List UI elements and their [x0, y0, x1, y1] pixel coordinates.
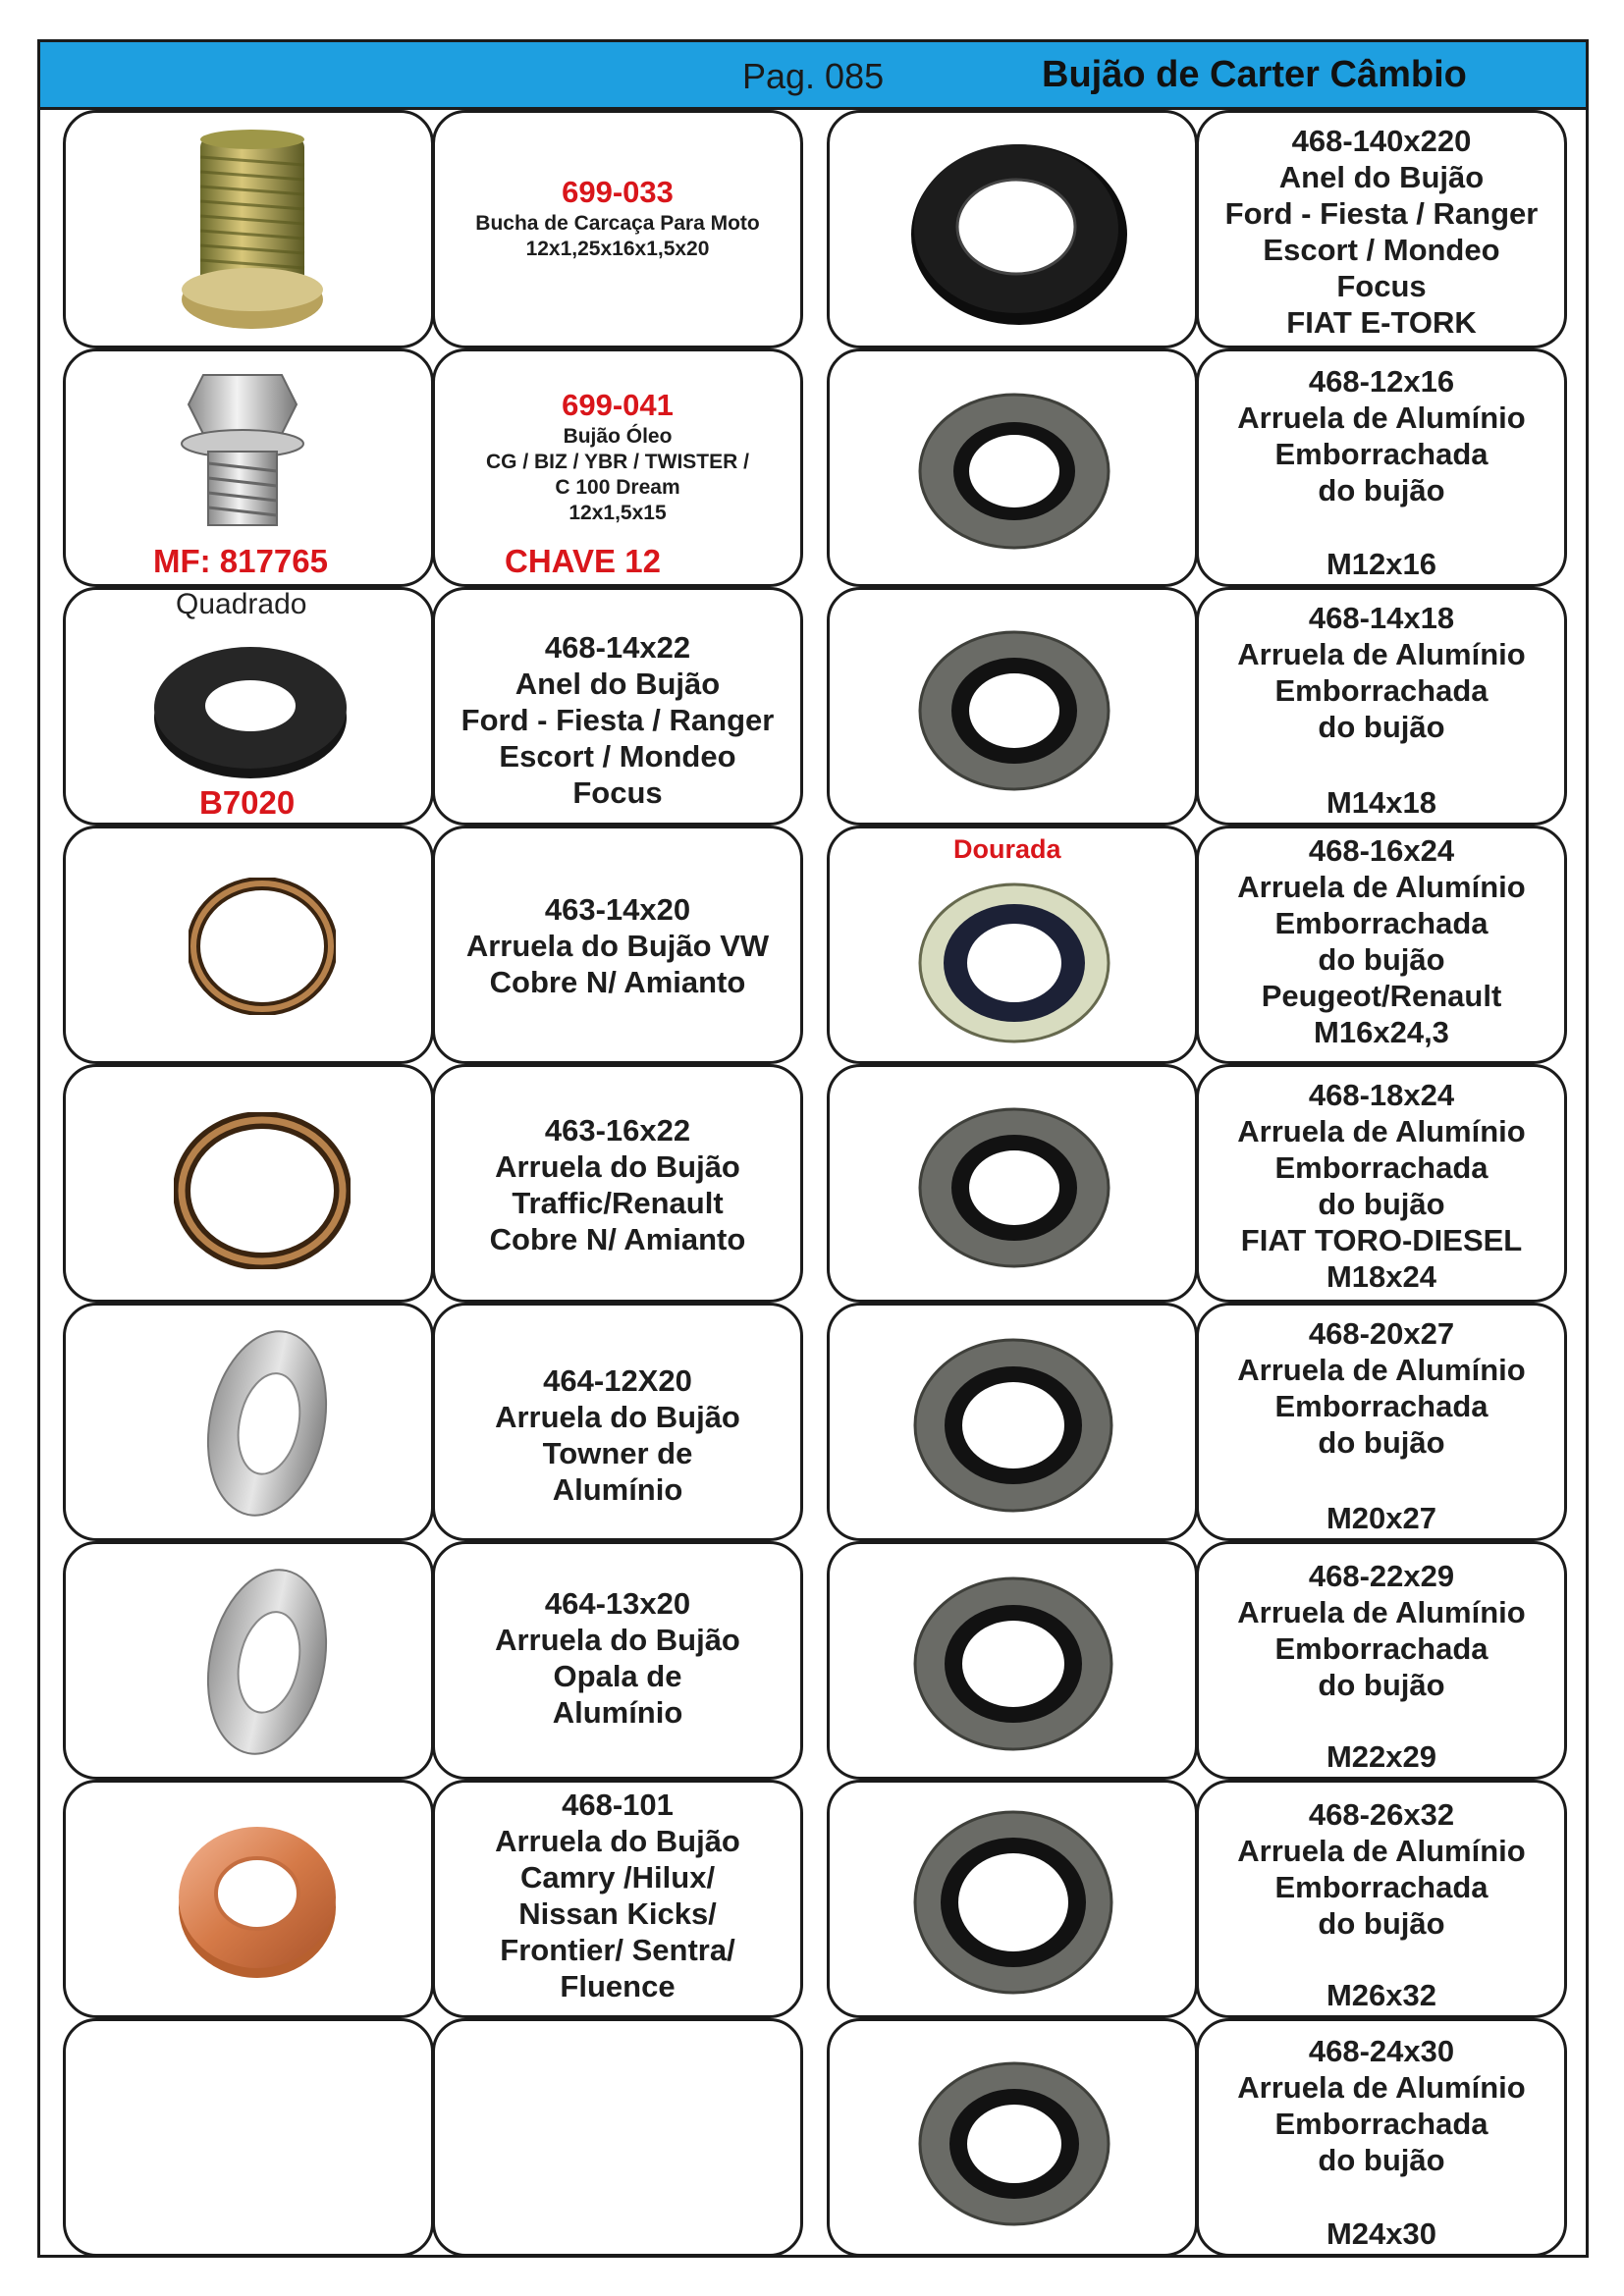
product-desc-line: Bucha de Carcaça Para Moto — [475, 212, 760, 235]
product-desc-line: Arruela de Alumínio — [1237, 1834, 1526, 1868]
copper-ring-icon — [174, 1112, 351, 1269]
product-card — [63, 1064, 803, 1303]
product-desc-line: Anel do Bujão — [1278, 160, 1485, 194]
product-text-box — [432, 2018, 803, 2257]
bonded-seal-ring-icon — [916, 391, 1112, 553]
product-card — [63, 826, 803, 1064]
product-card — [827, 1541, 1567, 1780]
product-text-box — [1196, 110, 1567, 348]
product-desc-line: Focus — [572, 775, 663, 810]
product-desc-line: Arruela de Alumínio — [1237, 1114, 1526, 1148]
product-desc-line: Opala de — [553, 1659, 682, 1693]
product-code: 463-16x22 — [544, 1113, 691, 1148]
bonded-seal-ring-icon — [910, 1807, 1116, 1999]
product-card — [827, 826, 1567, 1064]
product-desc-line: Escort / Mondeo — [499, 739, 736, 774]
product-image-box — [63, 110, 434, 348]
product-desc-line: CG / BIZ / YBR / TWISTER / — [486, 451, 749, 473]
product-desc-line: Emborrachada — [1274, 2107, 1489, 2141]
product-image-box — [63, 1541, 434, 1780]
product-card — [63, 1303, 803, 1541]
aluminum-washer-icon — [198, 1564, 336, 1760]
bonded-seal-ring-icon — [910, 1574, 1116, 1755]
product-desc-line: Focus — [1336, 269, 1427, 303]
product-image-box — [63, 826, 434, 1064]
product-desc-line: M18x24 — [1326, 1259, 1437, 1294]
drain-plug-bolt-icon — [159, 365, 326, 532]
product-text-box — [1196, 1303, 1567, 1541]
product-card — [827, 110, 1567, 348]
product-desc-line: Arruela de Alumínio — [1237, 637, 1526, 671]
product-code: 468-101 — [562, 1788, 674, 1822]
thread-size: M12x16 — [1326, 547, 1437, 581]
product-image-box — [827, 1064, 1198, 1303]
product-desc-line: Towner de — [542, 1436, 693, 1470]
product-code: 464-13x20 — [544, 1586, 691, 1621]
page-title: Bujão de Carter Câmbio — [1042, 54, 1467, 95]
threaded-bushing-icon — [179, 128, 326, 336]
product-code: 468-14x22 — [544, 630, 691, 665]
thread-size: M22x29 — [1326, 1739, 1437, 1774]
product-code: 464-12X20 — [543, 1363, 692, 1398]
product-text-box — [1196, 348, 1567, 587]
product-card — [63, 348, 803, 587]
product-desc-line: Emborrachada — [1274, 437, 1489, 471]
product-desc-line: C 100 Dream — [555, 476, 680, 499]
thread-size: M14x18 — [1326, 785, 1437, 820]
product-text-box — [1196, 2018, 1567, 2257]
product-desc-line: FIAT TORO-DIESEL — [1240, 1223, 1523, 1257]
product-desc-line: Ford - Fiesta / Ranger — [1224, 196, 1539, 231]
product-desc-line: Emborrachada — [1274, 906, 1489, 940]
product-image-box — [827, 1303, 1198, 1541]
product-desc-line: do bujão — [1318, 1187, 1445, 1221]
product-desc-line: do bujão — [1318, 1425, 1445, 1460]
product-desc-line: do bujão — [1318, 1906, 1445, 1941]
product-text-box — [432, 826, 803, 1064]
product-image-box — [827, 1541, 1198, 1780]
product-text-box — [1196, 1541, 1567, 1780]
product-image-box — [827, 587, 1198, 826]
wrench-size-label: CHAVE 12 — [505, 543, 661, 579]
reference-code-label: B7020 — [199, 784, 296, 821]
product-card — [827, 2018, 1567, 2257]
product-desc-line: M16x24,3 — [1314, 1015, 1449, 1049]
product-text-box — [1196, 826, 1567, 1064]
product-desc-line: Arruela do Bujão — [495, 1824, 740, 1858]
aluminum-washer-icon — [198, 1325, 336, 1522]
product-text-box — [1196, 587, 1567, 826]
product-desc-line: do bujão — [1318, 710, 1445, 744]
product-text-box — [1196, 1780, 1567, 2018]
product-desc-line: Ford - Fiesta / Ranger — [460, 703, 775, 737]
product-desc-line: Arruela de Alumínio — [1237, 400, 1526, 435]
product-desc-line: Arruela de Alumínio — [1237, 1595, 1526, 1629]
product-code: 468-140x220 — [1291, 124, 1472, 158]
product-desc-line: do bujão — [1318, 1668, 1445, 1702]
black-rubber-ring-icon — [152, 637, 349, 784]
product-desc-line: Nissan Kicks/ — [518, 1896, 717, 1931]
product-desc-line: Camry /Hilux/ — [519, 1860, 716, 1895]
product-image-box — [827, 1780, 1198, 2018]
product-code: 699-041 — [562, 388, 674, 422]
product-image-box — [63, 1303, 434, 1541]
product-image-box — [827, 826, 1198, 1064]
product-card — [827, 587, 1567, 826]
product-code: 468-24x30 — [1308, 2034, 1455, 2068]
copper-crush-washer-icon — [174, 1817, 341, 1984]
product-desc-line: Emborrachada — [1274, 1389, 1489, 1423]
product-desc-line: Frontier/ Sentra/ — [500, 1933, 735, 1967]
product-desc-line: Cobre N/ Amianto — [489, 1222, 746, 1256]
product-desc-line: Arruela de Alumínio — [1237, 1353, 1526, 1387]
bonded-seal-ring-icon — [916, 1104, 1112, 1271]
product-code: 468-18x24 — [1308, 1078, 1455, 1112]
bonded-seal-ring-icon — [916, 627, 1112, 794]
copper-ring-icon — [189, 878, 336, 1015]
product-desc-line: Emborrachada — [1274, 1870, 1489, 1904]
product-text-box — [432, 1064, 803, 1303]
shape-label: Quadrado — [176, 588, 307, 620]
product-desc-line: do bujão — [1318, 942, 1445, 977]
product-text-box — [432, 587, 803, 826]
product-code: 463-14x20 — [544, 892, 691, 927]
bonded-seal-ring-icon — [916, 2058, 1112, 2230]
product-image-box — [63, 587, 434, 826]
product-code: 468-14x18 — [1308, 601, 1455, 635]
product-desc-line: Arruela de Alumínio — [1237, 870, 1526, 904]
product-card — [827, 348, 1567, 587]
product-card — [63, 587, 803, 826]
mf-code-label: MF: 817765 — [153, 543, 328, 579]
product-card — [63, 110, 803, 348]
product-text-box — [432, 1303, 803, 1541]
product-card — [827, 1064, 1567, 1303]
product-image-box — [63, 2018, 434, 2257]
product-desc-line: Emborrachada — [1274, 1631, 1489, 1666]
black-rubber-ring-icon — [906, 134, 1132, 331]
product-desc-line: Arruela do Bujão VW — [465, 929, 770, 963]
thread-size: M24x30 — [1326, 2216, 1437, 2251]
product-code: 468-12x16 — [1308, 364, 1455, 399]
page-header — [37, 39, 1589, 110]
product-desc-line: FIAT E-TORK — [1286, 305, 1477, 340]
product-code: 468-22x29 — [1308, 1559, 1455, 1593]
product-desc-line: Escort / Mondeo — [1263, 233, 1500, 267]
product-desc-line: Arruela do Bujão — [495, 1149, 740, 1184]
product-image-box — [827, 348, 1198, 587]
product-text-box — [432, 1780, 803, 2018]
color-tag: Dourada — [953, 834, 1061, 864]
product-desc-line: Anel do Bujão — [514, 667, 721, 701]
product-code: 468-26x32 — [1308, 1797, 1455, 1832]
product-card — [63, 1541, 803, 1780]
product-desc-line: Alumínio — [552, 1695, 683, 1730]
gold-bonded-seal-ring-icon — [916, 880, 1112, 1046]
empty-product-card — [63, 2018, 803, 2257]
product-desc-line: 12x1,25x16x1,5x20 — [525, 238, 710, 260]
product-desc-line: do bujão — [1318, 2143, 1445, 2177]
product-image-box — [827, 2018, 1198, 2257]
product-desc-line: Traffic/Renault — [512, 1186, 724, 1220]
product-desc-line: Peugeot/Renault — [1261, 979, 1502, 1013]
thread-size: M26x32 — [1326, 1978, 1437, 2012]
bonded-seal-ring-icon — [910, 1335, 1116, 1517]
product-desc-line: Arruela de Alumínio — [1237, 2070, 1526, 2105]
product-desc-line: Fluence — [560, 1969, 676, 2003]
product-text-box — [432, 110, 803, 348]
product-image-box — [63, 1064, 434, 1303]
thread-size: M20x27 — [1326, 1501, 1437, 1535]
product-code: 468-16x24 — [1308, 833, 1455, 868]
product-desc-line: 12x1,5x15 — [568, 502, 667, 524]
product-desc-line: Emborrachada — [1274, 673, 1489, 708]
product-card — [827, 1303, 1567, 1541]
product-code: 468-20x27 — [1308, 1316, 1455, 1351]
product-image-box — [827, 110, 1198, 348]
product-card — [827, 1780, 1567, 2018]
product-desc-line: Arruela do Bujão — [495, 1623, 740, 1657]
product-desc-line: Arruela do Bujão — [495, 1400, 740, 1434]
page-number: Pag. 085 — [742, 56, 885, 96]
product-text-box — [432, 1541, 803, 1780]
product-desc-line: do bujão — [1318, 473, 1445, 507]
product-code: 699-033 — [562, 175, 674, 209]
product-desc-line: Alumínio — [552, 1472, 683, 1507]
product-desc-line: Emborrachada — [1274, 1150, 1489, 1185]
product-card — [63, 1780, 803, 2018]
product-text-box — [1196, 1064, 1567, 1303]
product-desc-line: Cobre N/ Amianto — [489, 965, 746, 999]
product-desc-line: Bujão Óleo — [563, 425, 673, 448]
product-image-box — [63, 1780, 434, 2018]
